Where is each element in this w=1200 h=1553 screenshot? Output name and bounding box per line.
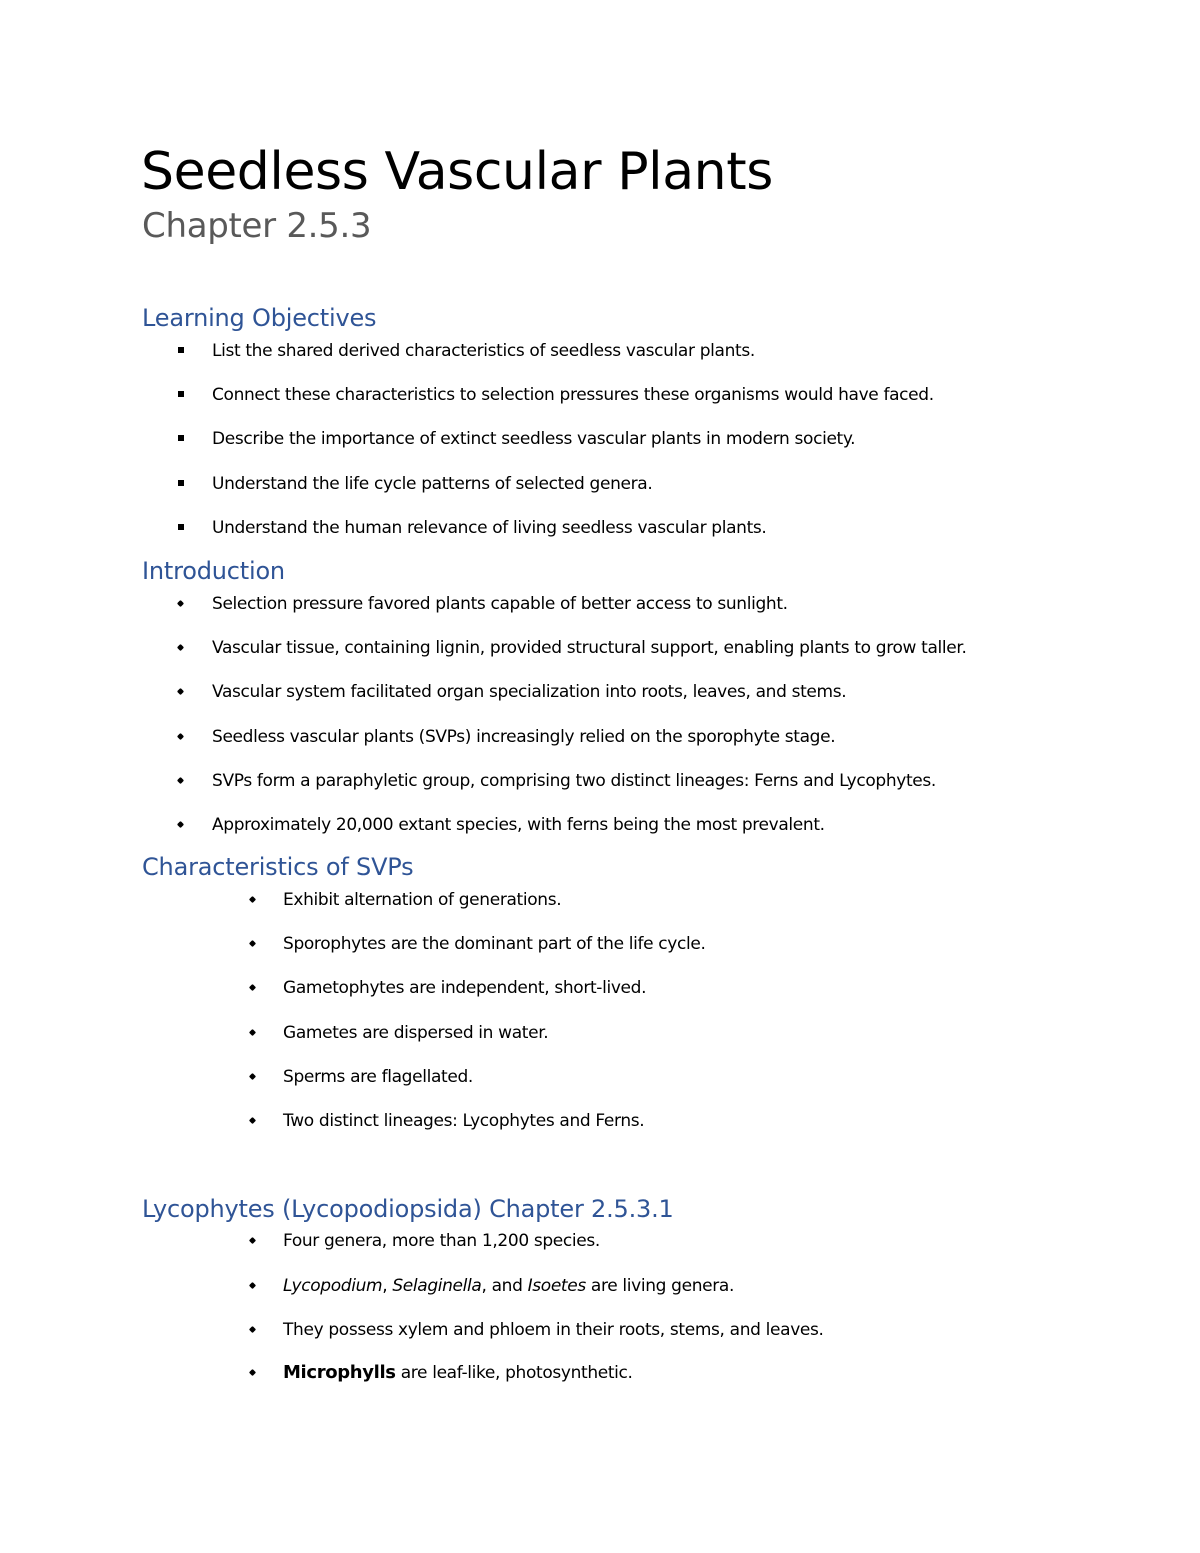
genus-name: Selaginella bbox=[392, 1276, 482, 1296]
list-item bbox=[212, 428, 855, 450]
list-item-text: Approximately 20,000 extant species, with ferns being the most prevalent. bbox=[212, 815, 825, 835]
list-item-text: Sporophytes are the dominant part of the life cycle. bbox=[283, 934, 706, 954]
list-item bbox=[212, 384, 934, 406]
list-item-text: Describe the importance of extinct seedless vascular plants in modern society. bbox=[212, 429, 856, 449]
list-item bbox=[212, 340, 755, 362]
separator-text: , bbox=[382, 1276, 393, 1296]
list-item-text: are living genera. bbox=[585, 1276, 735, 1296]
list-item-text: Two distinct lineages: Lycophytes and Ferns. bbox=[283, 1111, 645, 1131]
list-item-text: Connect these characteristics to selection pressures these organisms would have faced. bbox=[212, 385, 934, 405]
key-term: Microphylls bbox=[283, 1362, 396, 1383]
document-title: Seedless Vascular Plants bbox=[141, 142, 773, 202]
list-item-text: Gametophytes are independent, short-lived. bbox=[283, 978, 647, 998]
genus-name: Lycopodium bbox=[283, 1276, 383, 1296]
document-subtitle: Chapter 2.5.3 bbox=[142, 206, 372, 246]
separator-text: , and bbox=[481, 1276, 528, 1296]
list-item bbox=[283, 1230, 600, 1252]
list-item-text: Gametes are dispersed in water. bbox=[283, 1023, 549, 1043]
list-item bbox=[283, 1110, 644, 1132]
list-item bbox=[212, 681, 846, 703]
list-item-text: Sperms are flagellated. bbox=[283, 1067, 473, 1087]
list-item-text: Understand the human relevance of living seedless vascular plants. bbox=[212, 518, 767, 538]
list-item bbox=[283, 1362, 633, 1384]
list-item-text: Four genera, more than 1,200 species. bbox=[283, 1231, 600, 1251]
genus-name: Isoetes bbox=[527, 1276, 586, 1296]
list-item bbox=[283, 1319, 824, 1341]
list-item bbox=[212, 637, 967, 659]
list-item bbox=[212, 473, 652, 495]
heading-characteristics: Characteristics of SVPs bbox=[142, 853, 414, 881]
list-item-text: Understand the life cycle patterns of selected genera. bbox=[212, 474, 653, 494]
list-item bbox=[212, 593, 788, 615]
list-item-text: They possess xylem and phloem in their roots, stems, and leaves. bbox=[283, 1320, 824, 1340]
list-item bbox=[283, 977, 646, 999]
heading-introduction: Introduction bbox=[142, 557, 285, 585]
list-item bbox=[283, 1022, 548, 1044]
list-item-text: Seedless vascular plants (SVPs) increasingly relied on the sporophyte stage. bbox=[212, 727, 836, 747]
list-item bbox=[283, 1066, 473, 1088]
list-item-text: Selection pressure favored plants capable of better access to sunlight. bbox=[212, 594, 788, 614]
heading-lycophytes: Lycophytes (Lycopodiopsida) Chapter 2.5.3.1 bbox=[142, 1195, 674, 1223]
list-item bbox=[212, 814, 825, 836]
list-item-text: Exhibit alternation of generations. bbox=[283, 890, 562, 910]
list-item-text: Vascular system facilitated organ specialization into roots, leaves, and stems. bbox=[212, 682, 847, 702]
list-item-text: Vascular tissue, containing lignin, provided structural support, enabling plants to grow taller. bbox=[212, 638, 967, 658]
heading-learning-objectives: Learning Objectives bbox=[142, 304, 377, 332]
list-item-text: SVPs form a paraphyletic group, comprising two distinct lineages: Ferns and Lycophytes. bbox=[212, 771, 936, 791]
list-item bbox=[212, 770, 936, 792]
list-item bbox=[283, 1275, 734, 1297]
list-item-text: List the shared derived characteristics of seedless vascular plants. bbox=[212, 341, 755, 361]
list-item bbox=[283, 933, 706, 955]
list-item-text: are leaf-like, photosynthetic. bbox=[395, 1363, 633, 1383]
list-item bbox=[283, 889, 561, 911]
list-item bbox=[212, 726, 835, 748]
list-item bbox=[212, 517, 766, 539]
